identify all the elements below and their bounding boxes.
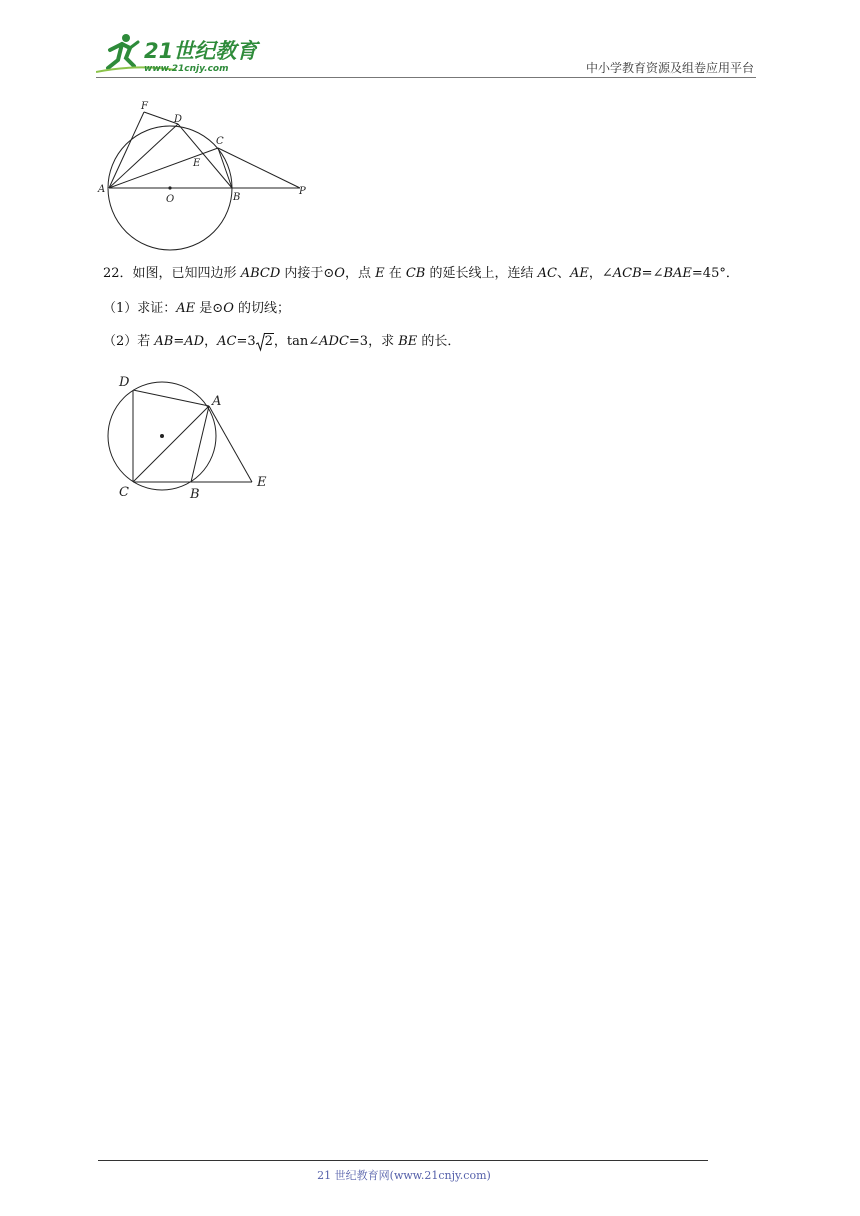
- label-A: A: [98, 184, 106, 195]
- question-22-part-2: （2）若 AB=AD，AC=3 2，tan∠ADC=3，求 BE 的长．: [103, 334, 461, 349]
- question-22-part-1: （1）求证：AE 是⊙O 的切线；: [103, 301, 291, 316]
- label-P: P: [299, 186, 306, 197]
- label-E: E: [193, 158, 201, 169]
- header-tagline: 中小学教育资源及组卷应用平台: [585, 61, 754, 75]
- page-footer: 21 世纪教育网(www.21cnjy.com): [317, 1169, 491, 1182]
- logo: [96, 30, 266, 76]
- figure-1: [94, 96, 318, 254]
- label-E: E: [257, 475, 267, 490]
- footer-divider: [98, 1160, 708, 1161]
- label-O: O: [166, 194, 175, 205]
- label-B: B: [190, 487, 200, 502]
- label-B: B: [233, 192, 241, 203]
- figure-2: [104, 370, 274, 502]
- header-divider: [96, 77, 756, 78]
- label-A: A: [212, 394, 222, 409]
- label-C: C: [216, 136, 224, 147]
- label-D: D: [119, 375, 130, 390]
- sqrt-symbol: 2: [256, 333, 274, 351]
- label-F: F: [141, 101, 148, 112]
- question-22-stem: 22．如图，已知四边形 ABCD 内接于⊙O，点 E 在 CB 的延长线上，连结 AC、AE，∠ACB=∠BAE=45°．: [103, 266, 739, 281]
- logo-url: www.21cnjy.com: [144, 64, 229, 74]
- page-header: [96, 30, 756, 80]
- logo-text: 21世纪教育: [144, 39, 258, 63]
- label-C: C: [119, 485, 129, 500]
- label-D: D: [174, 114, 183, 125]
